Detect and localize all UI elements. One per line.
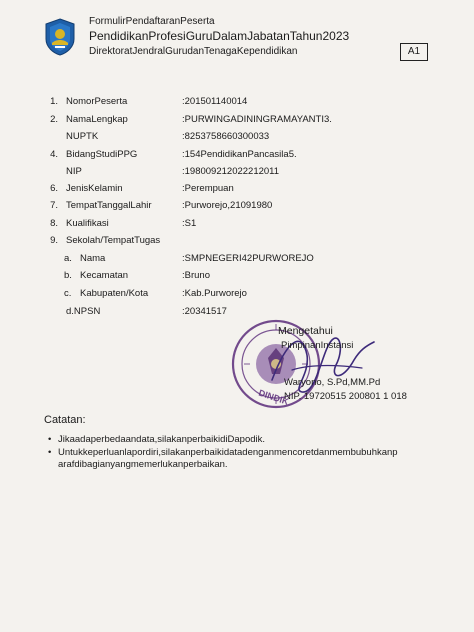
row-label: d.NPSN: [66, 306, 101, 317]
form-code-box: A1: [400, 43, 428, 61]
form-row: [0, 200, 474, 214]
row-number: b.: [64, 270, 72, 281]
row-number: 4.: [50, 149, 58, 160]
form-row: [0, 235, 474, 249]
approver-name: Waryono, S.Pd,MM.Pd: [284, 377, 381, 388]
row-number: 6.: [50, 183, 58, 194]
form-row: [0, 166, 474, 180]
form-row: [0, 96, 474, 110]
program-title: PendidikanProfesiGuruDalamJabatanTahun2023: [89, 29, 350, 43]
row-value: :154PendidikanPancasila5.: [182, 149, 297, 160]
row-label: NIP: [66, 166, 82, 177]
note-text: Jikaadaperbedaandata,silakanperbaikidiDapodik.: [58, 434, 266, 445]
row-value: :198009212022212011: [182, 166, 280, 177]
form-subrow: [0, 288, 474, 302]
row-value: :Purworejo,21091980: [182, 200, 273, 211]
row-number: 8.: [50, 218, 58, 229]
row-label: Kualifikasi: [66, 218, 109, 229]
row-value: :8253758660300033: [182, 131, 270, 142]
approval-heading: Mengetahui: [278, 325, 333, 337]
row-label: Nama: [80, 253, 106, 264]
form-row: [0, 131, 474, 145]
row-number: c.: [64, 288, 72, 299]
row-number: 2.: [50, 114, 58, 125]
row-label: Kabupaten/Kota: [80, 288, 149, 299]
directorate-title: DirektoratJendralGurudanTenagaKependidikan: [89, 46, 298, 57]
approver-nip: NIP. 19720515 200801 1 018: [284, 391, 407, 402]
form-subrow: [0, 253, 474, 267]
row-label: NUPTK: [66, 131, 99, 142]
form-row: [0, 183, 474, 197]
row-value: :201501140014: [182, 96, 248, 107]
row-label: JenisKelamin: [66, 183, 123, 194]
form-row: [0, 149, 474, 163]
svg-text:DINDIK: DINDIK: [257, 387, 290, 407]
row-value: :S1: [182, 218, 197, 229]
row-value: :Bruno: [182, 270, 210, 281]
row-value: :Kab.Purworejo: [182, 288, 247, 299]
row-label: Sekolah/TempatTugas: [66, 235, 161, 246]
row-value: :Perempuan: [182, 183, 234, 194]
notes-title: Catatan:: [44, 414, 86, 426]
row-value: :PURWINGADININGRAMAYANTI3.: [182, 114, 332, 125]
row-label: NamaLengkap: [66, 114, 128, 125]
form-title: FormulirPendaftaranPeserta: [89, 16, 215, 27]
row-number: a.: [64, 253, 72, 264]
row-label: NomorPeserta: [66, 96, 128, 107]
row-number: 7.: [50, 200, 58, 211]
row-label: BidangStudiPPG: [66, 149, 138, 160]
approval-role: PimpinanInstansi: [281, 340, 354, 351]
form-row: [0, 218, 474, 232]
row-number: 1.: [50, 96, 58, 107]
note-text: Untukkeperluanlapordiri,silakanperbaikidatadenganmencoretdanmembubuhkanp arafdibagianyangmemerlukanperbaikan.: [58, 447, 398, 470]
row-number: 9.: [50, 235, 58, 246]
form-subrow: [0, 270, 474, 284]
bullet-icon: •: [48, 447, 52, 458]
row-label: TempatTanggalLahir: [66, 200, 152, 211]
row-label: Kecamatan: [80, 270, 129, 281]
bullet-icon: •: [48, 434, 52, 445]
row-value: :SMPNEGERI42PURWOREJO: [182, 253, 314, 264]
tut-wuri-handayani-logo: [40, 17, 80, 57]
form-row: [0, 114, 474, 128]
row-value: :20341517: [182, 306, 227, 317]
